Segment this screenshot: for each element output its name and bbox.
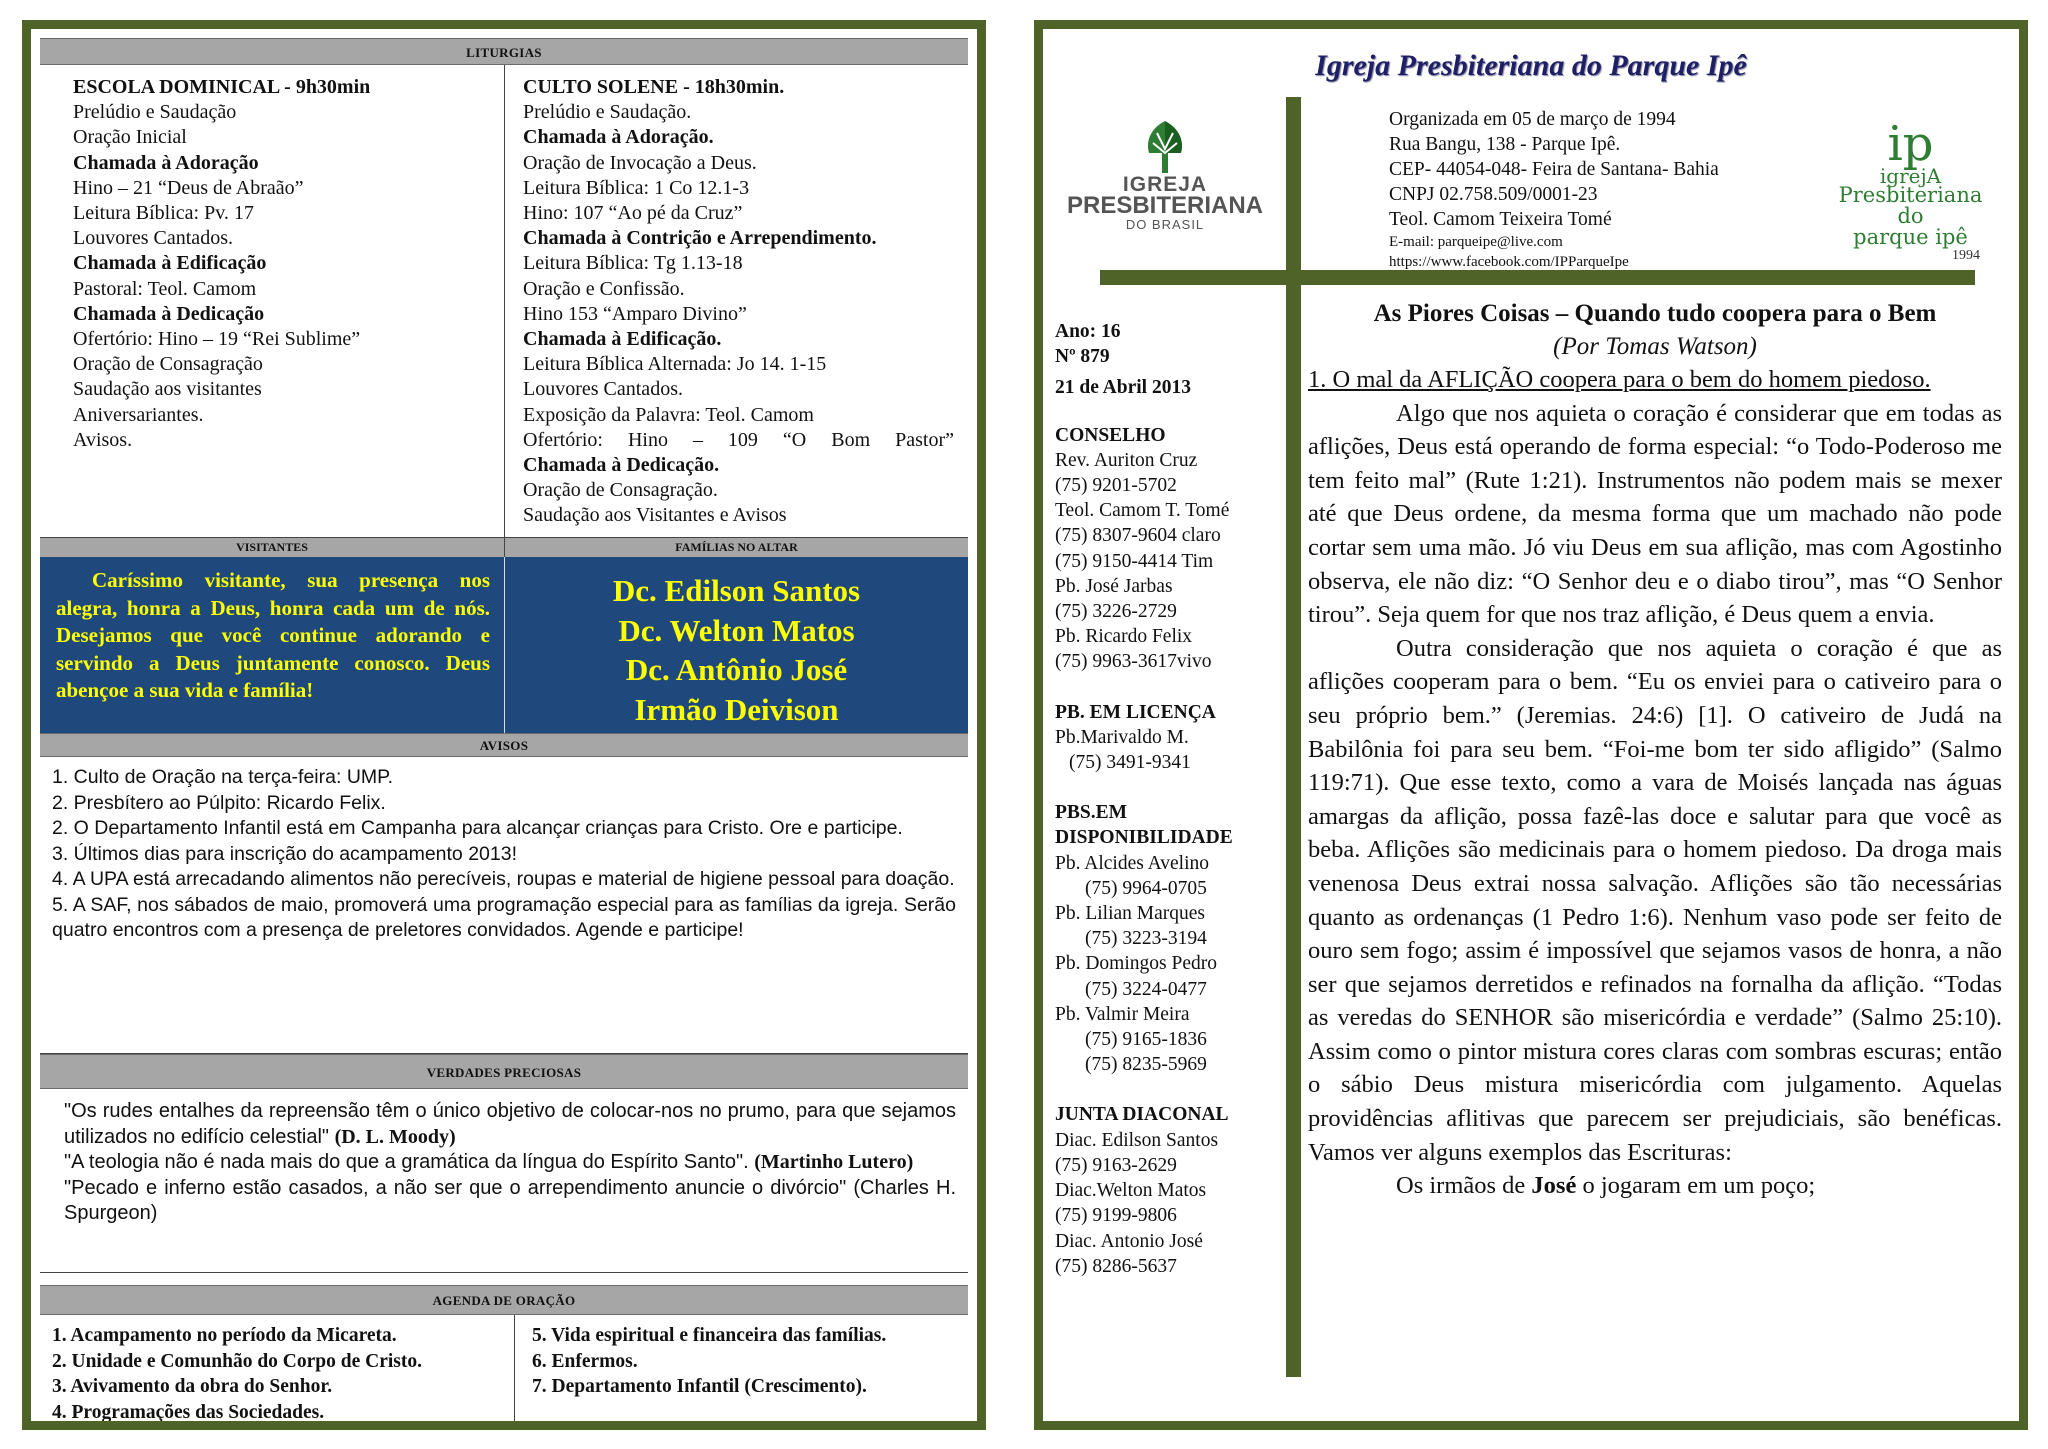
- leadership-line: Pb. Valmir Meira: [1055, 1003, 1190, 1025]
- verdades-header: VERDADES PRECIOSAS: [40, 1054, 968, 1089]
- leadership-line: (75) 3226-2729: [1055, 601, 1177, 623]
- liturgy-line: Avisos.: [73, 428, 133, 451]
- edition-number: Nº 879: [1055, 346, 1110, 368]
- edition-date: 21 de Abril 2013: [1055, 377, 1191, 399]
- article-paragraph-last: [1308, 1169, 2002, 1203]
- leadership-line: (75) 9963-3617vivo: [1055, 651, 1212, 673]
- ipp-logo-year: 1994: [1952, 248, 1980, 263]
- leadership-line: (75) 9201-5702: [1055, 475, 1177, 497]
- aviso-item: 4. A UPA está arrecadando alimentos não perecíveis, roupas e material de higiene pessoal para doação.: [52, 868, 955, 890]
- leadership-line: Rev. Auriton Cruz: [1055, 449, 1198, 471]
- article: [1308, 297, 2002, 1203]
- familia-name: Dc. Welton Matos: [618, 612, 855, 648]
- leadership-list: [1055, 423, 1283, 1279]
- leadership-line: Pb. Alcides Avelino: [1055, 852, 1210, 874]
- visitantes-header: VISITANTES: [40, 538, 505, 557]
- quote-text: "Os rudes entalhes da repreensão têm o único objetivo de colocar-nos no prumo, para que sejamos utilizados no edifício celestial": [64, 1100, 956, 1148]
- ipb-logo-line2: PRESBITERIANA: [1066, 192, 1264, 219]
- leadership-heading: PB. EM LICENÇA: [1055, 701, 1216, 723]
- ipb-logo-line1: IGREJA: [1122, 173, 1208, 196]
- familia-name: Irmão Deivison: [634, 691, 839, 727]
- liturgy-line: Leitura Bíblica: 1 Co 12.1-3: [523, 176, 750, 199]
- quote-item: [64, 1099, 956, 1150]
- familia-name: Dc. Antônio José: [625, 652, 848, 687]
- church-title: Igreja Presbiteriana do Parque Ipê: [1315, 49, 1747, 82]
- liturgy-line: ESCOLA DOMINICAL - 9h30min: [73, 76, 371, 98]
- article-paragraph: Algo que nos aquieta o coração é considerar que em todas as aflições, Deus está operando de forma especial: “o Todo-Poderoso me tem feito mal” (Rute 1:21). Instrumentos não podem mais se mexer até que Deus ordene, da mesma forma que um machado não pode cortar sem uma mão. Jó viu Deus em sua aflição, mas com Agostinho observa, ele não diz: “O Senhor deu e o diabo tirou”, mas “O Senhor tirou”. Seja quem for que nos traz aflição, é Deus quem a envia.: [1308, 399, 2002, 629]
- leadership-line: Diac.Welton Matos: [1055, 1180, 1207, 1202]
- liturgy-line: Leitura Bíblica: Tg 1.13-18: [523, 252, 743, 275]
- leadership-line: Pb. Lilian Marques: [1055, 903, 1206, 925]
- liturgy-line: Chamada à Edificação.: [523, 328, 722, 351]
- liturgy-line: Prelúdio e Saudação.: [523, 101, 692, 124]
- leadership-heading: CONSELHO: [1055, 424, 1166, 446]
- bush-icon: [1135, 119, 1195, 175]
- avisos-header: AVISOS: [40, 733, 968, 757]
- org-info-line: CNPJ 02.758.509/0001-23: [1389, 184, 1598, 205]
- aviso-item: 2. O Departamento Infantil está em Campanha para alcançar crianças para Cristo. Ore e participe.: [52, 817, 903, 839]
- org-info: [1389, 107, 1719, 272]
- ipb-logo: [1065, 119, 1265, 249]
- ipp-monogram: ip: [1887, 116, 1934, 172]
- leadership-line: (75) 8286-5637: [1055, 1255, 1177, 1277]
- article-subtitle: 1. O mal da AFLIÇÃO coopera para o bem do homem piedoso.: [1308, 366, 1931, 393]
- leadership-line: (75) 9165-1836: [1085, 1029, 1207, 1051]
- liturgy-line: CULTO SOLENE - 18h30min.: [523, 76, 785, 98]
- liturgy-line: Ofertório: Hino – 109 “O Bom Pastor”: [523, 428, 954, 451]
- liturgy-line: Louvores Cantados.: [73, 227, 233, 250]
- ipb-logo-line3: DO BRASIL: [1125, 217, 1205, 232]
- liturgy-line: Oração Inicial: [73, 126, 187, 149]
- ipp-logo-line1: igrejA: [1879, 164, 1942, 188]
- verdades-quotes: [40, 1089, 968, 1273]
- article-body: [1308, 397, 2002, 1170]
- liturgy-line: Oração de Invocação a Deus.: [523, 151, 757, 174]
- ipp-logo: [1823, 116, 1998, 263]
- leadership-line: Teol. Camom T. Tomé: [1055, 500, 1230, 522]
- leadership-line: (75) 9150-4414 Tim: [1055, 550, 1214, 572]
- agenda-item: 4. Programações das Sociedades.: [52, 1401, 325, 1423]
- liturgy-line: Oração de Consagração.: [523, 479, 718, 502]
- liturgy-line: Aniversariantes.: [73, 403, 204, 426]
- org-info-line: Teol. Camom Teixeira Tomé: [1389, 209, 1612, 230]
- agenda-header: AGENDA DE ORAÇÃO: [40, 1285, 968, 1315]
- leadership-line: Pb. Ricardo Felix: [1055, 626, 1193, 648]
- leadership-line: Diac. Edilson Santos: [1055, 1129, 1219, 1151]
- liturgy-line: Saudação aos visitantes: [73, 378, 262, 401]
- liturgy-line: Hino 153 “Amparo Divino”: [523, 302, 747, 325]
- liturgy-line: Chamada à Adoração: [73, 151, 259, 174]
- familias-list: [505, 557, 968, 733]
- agenda-section: [40, 1315, 968, 1429]
- liturgy-line: Leitura Bíblica: Pv. 17: [73, 202, 254, 225]
- familias-header: FAMÍLIAS NO ALTAR: [505, 538, 968, 557]
- leadership-line: Pb.Marivaldo M.: [1055, 726, 1189, 748]
- liturgias-section: [40, 65, 968, 538]
- email-line: E-mail: parqueipe@live.com: [1389, 234, 1563, 250]
- agenda-item: 3. Avivamento da obra do Senhor.: [52, 1376, 333, 1397]
- liturgy-line: Chamada à Dedicação.: [523, 454, 720, 477]
- org-info-line: CEP- 44054-048- Feira de Santana- Bahia: [1389, 159, 1719, 180]
- leadership-line: Pb. José Jarbas: [1055, 575, 1173, 597]
- agenda-left-column: [40, 1315, 515, 1429]
- liturgy-line: Oração de Consagração: [73, 353, 263, 376]
- quote-item: [64, 1176, 956, 1227]
- quote-item: [64, 1150, 956, 1176]
- article-last-bold: José: [1531, 1172, 1577, 1200]
- quote-text: "A teologia não é nada mais do que a gramática da língua do Espírito Santo".: [64, 1151, 755, 1173]
- leadership-heading: DISPONIBILIDADE: [1055, 827, 1233, 849]
- leadership-line: (75) 8235-5969: [1085, 1054, 1207, 1076]
- leadership-line: (75) 3491-9341: [1069, 752, 1191, 774]
- agenda-right-column: [515, 1315, 968, 1429]
- quote-author: (Martinho Lutero): [754, 1151, 914, 1173]
- liturgy-line: Exposição da Palavra: Teol. Camom: [523, 403, 814, 426]
- visitantes-familias-section: [40, 538, 968, 733]
- quote-author: (Charles H. Spurgeon): [64, 1176, 956, 1224]
- liturgy-line: Oração e Confissão.: [523, 277, 685, 300]
- leadership-line: (75) 9163-2629: [1055, 1154, 1177, 1176]
- liturgy-line: Pastoral: Teol. Camom: [73, 277, 257, 300]
- ipp-logo-line3: parque ipê: [1853, 225, 1968, 249]
- facebook-line: https://www.facebook.com/IPParqueIpe: [1389, 254, 1629, 270]
- aviso-item: 2. Presbítero ao Púlpito: Ricardo Felix.: [52, 791, 386, 814]
- side-info: [1055, 319, 1283, 1279]
- avisos-list: [40, 757, 968, 1054]
- leadership-heading: JUNTA DIACONAL: [1055, 1104, 1229, 1126]
- leadership-heading: PBS.EM: [1055, 802, 1128, 824]
- org-info-line: Organizada em 05 de março de 1994: [1389, 109, 1676, 130]
- liturgias-header: LITURGIAS: [40, 38, 968, 65]
- cross-horizontal-bar: [1100, 270, 1975, 285]
- liturgy-line: Chamada à Contrição e Arrependimento.: [523, 227, 877, 250]
- escola-dominical-column: [40, 65, 505, 537]
- edition-year: Ano: 16: [1055, 321, 1121, 342]
- leadership-line: Diac. Antonio José: [1055, 1230, 1203, 1252]
- leadership-line: Pb. Domingos Pedro: [1055, 953, 1217, 975]
- agenda-item: 6. Enfermos.: [532, 1350, 638, 1372]
- liturgy-line: Hino – 21 “Deus de Abraão”: [73, 176, 304, 199]
- org-info-line: Rua Bangu, 138 - Parque Ipê.: [1389, 134, 1621, 155]
- liturgy-line: Leitura Bíblica Alternada: Jo 14. 1-15: [523, 353, 827, 376]
- leadership-line: (75) 3224-0477: [1085, 978, 1207, 1000]
- quote-text: "Pecado e inferno estão casados, a não ser que o arrependimento anuncie o divórcio": [64, 1176, 854, 1199]
- aviso-item: 1. Culto de Oração na terça-feira: UMP.: [52, 766, 394, 788]
- liturgy-line: Louvores Cantados.: [523, 378, 683, 401]
- agenda-item: 1. Acampamento no período da Micareta.: [52, 1325, 397, 1346]
- agenda-item: 5. Vida espiritual e financeira das famílias.: [532, 1325, 887, 1346]
- ipp-logo-line2: Presbiteriana do: [1838, 183, 1983, 228]
- familia-name: Dc. Edilson Santos: [612, 573, 861, 608]
- visitantes-message: Caríssimo visitante, sua presença nos alegra, honra a Deus, honra cada um de nós. Desejamos que você continue adorando e servindo a Deus juntamente conosco. Deus abençoe a sua vida e família!: [40, 557, 505, 733]
- culto-solene-column: [505, 65, 968, 537]
- leadership-line: (75) 9964-0705: [1085, 877, 1207, 899]
- agenda-item: 2. Unidade e Comunhão do Corpo de Cristo.: [52, 1350, 422, 1372]
- agenda-item: 7. Departamento Infantil (Crescimento).: [532, 1376, 867, 1397]
- right-page: [1034, 20, 2028, 1430]
- article-last-pre: Os irmãos de: [1396, 1172, 1532, 1200]
- liturgy-line: Prelúdio e Saudação: [73, 101, 237, 124]
- liturgy-line: Chamada à Edificação: [73, 252, 267, 275]
- liturgy-line: Chamada à Dedicação: [73, 302, 265, 325]
- article-title: As Piores Coisas – Quando tudo coopera para o Bem: [1373, 300, 1937, 327]
- liturgy-line: Chamada à Adoração.: [523, 126, 714, 149]
- aviso-item: 3. Últimos dias para inscrição do acampamento 2013!: [52, 842, 517, 865]
- cross-vertical-bar: [1286, 97, 1301, 1377]
- leadership-line: (75) 9199-9806: [1055, 1205, 1177, 1227]
- aviso-item: 5. A SAF, nos sábados de maio, promoverá uma programação especial para as famílias da igreja. Serão quatro encontros com a presença de preletores convidados. Agende e participe!: [52, 893, 956, 941]
- leadership-line: (75) 8307-9604 claro: [1055, 525, 1221, 547]
- leadership-line: (75) 3223-3194: [1085, 928, 1207, 950]
- liturgy-line: Ofertório: Hino – 19 “Rei Sublime”: [73, 328, 361, 351]
- quote-author: (D. L. Moody): [334, 1125, 456, 1148]
- left-page: [22, 20, 986, 1430]
- article-last-post: o jogaram em um poço;: [1576, 1172, 1816, 1200]
- liturgy-line: Hino: 107 “Ao pé da Cruz”: [523, 202, 743, 225]
- liturgy-line: Saudação aos Visitantes e Avisos: [523, 504, 787, 527]
- article-author: (Por Tomas Watson): [1553, 333, 1757, 360]
- article-paragraph: Outra consideração que nos aquieta o coração é que as aflições cooperam para o bem. “Eu os enviei para o cativeiro para o seu próprio bem.” (Jeremias. 24:6) [1]. O cativeiro de Judá na Babilônia foi para seu bem. “Foi-me bom ter sido afligido” (Salmo 119:71). Que esse texto, como a vara de Moisés lançada nas águas amargas da aflição, possa fazê-las doce e salutar para que você as beba. Aflições são medicinais para o homem piedoso. Da droga mais venenosa Deus extrai nossa salvação. Aflições são tão necessárias quanto as ordenanças (1 Pedro 1:6). Nenhum vaso pode ser feito de ouro sem fogo; assim é impossível que sejamos vasos de honra, a não ser que sejamos derretidos e refinados na fornalha da aflição. “Todas as veredas do SENHOR são misericórdia e verdade” (Salmo 25:10). Assim como o pintor mistura cores claras com sombras escuras; então o sábio Deus mistura misericórdia com julgamento. Aquelas providências aflitivas que parecem ser prejudiciais, são benéficas. Vamos ver alguns exemplos das Escrituras:: [1308, 634, 2002, 1166]
